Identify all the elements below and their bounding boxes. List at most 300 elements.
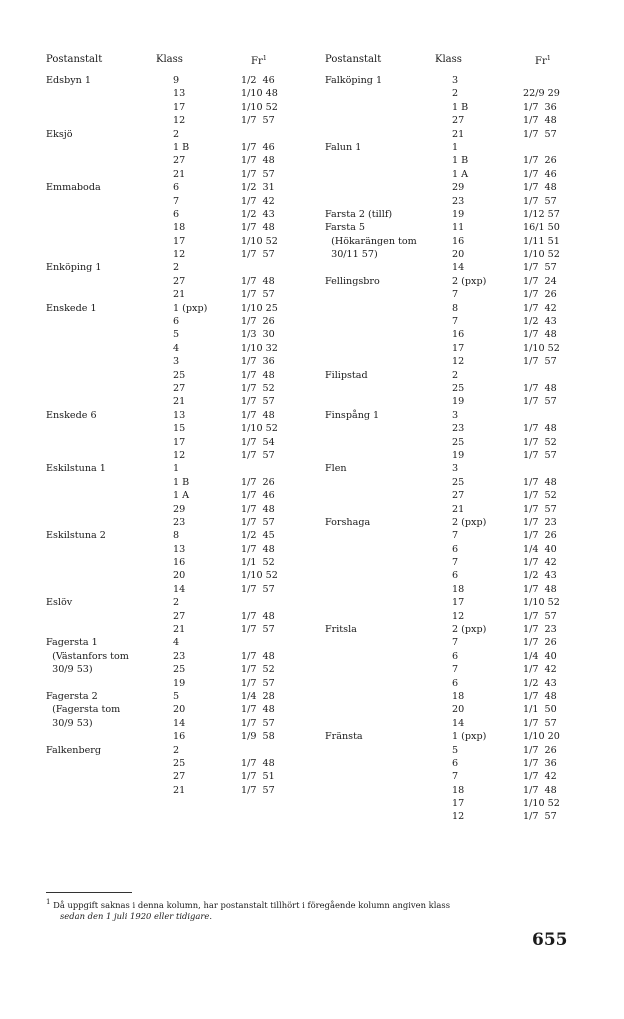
header-fr-footnote-marker: 1 (262, 54, 267, 62)
right-column-header (325, 52, 590, 74)
klass-cell: 14 (173, 717, 186, 729)
klass-cell: 15 (173, 423, 186, 435)
table-row (46, 610, 311, 623)
fr-cell: 22/9 29 (523, 88, 560, 100)
fr-cell: 1/7 42 (241, 195, 275, 207)
table-row (325, 636, 590, 649)
table-row (46, 275, 311, 288)
footnote-line-1 (46, 897, 576, 911)
klass-cell: 18 (452, 784, 465, 796)
klass-cell: 3 (452, 409, 459, 421)
table-row (325, 221, 590, 234)
fr-cell: 1/7 46 (523, 168, 557, 180)
table-row (46, 74, 311, 87)
klass-cell: 17 (452, 798, 465, 810)
table-row (46, 503, 311, 516)
table-row (46, 221, 311, 234)
table-row (325, 569, 590, 582)
table-row (325, 154, 590, 167)
fr-cell: 1/7 23 (523, 624, 557, 636)
fr-cell: 1/7 52 (241, 664, 275, 676)
fr-cell: 1/7 57 (523, 262, 557, 274)
right-table-body (325, 74, 590, 824)
table-row (46, 395, 311, 408)
table-row (325, 596, 590, 609)
klass-cell: 18 (452, 583, 465, 595)
table-row (325, 757, 590, 770)
klass-cell: 13 (173, 543, 186, 555)
table-row (325, 744, 590, 757)
table-row (46, 328, 311, 341)
fr-cell: 1/2 46 (241, 75, 275, 86)
fr-cell: 1/10 32 (241, 342, 278, 354)
klass-cell: 27 (173, 771, 186, 783)
klass-cell: 4 (173, 637, 180, 649)
klass-cell: 21 (173, 396, 186, 408)
fr-cell: 1/2 43 (523, 316, 557, 328)
klass-cell: 2 (pxp) (452, 624, 487, 636)
klass-cell: 1 (452, 141, 459, 153)
fr-cell: 1/7 57 (523, 503, 557, 515)
klass-cell: 25 (452, 382, 465, 394)
klass-cell: 7 (452, 637, 459, 649)
fr-cell: 1/10 52 (241, 570, 278, 582)
table-row (325, 797, 590, 810)
klass-cell: 19 (452, 396, 465, 408)
klass-cell: 16 (452, 329, 465, 341)
fr-cell: 1/7 48 (523, 329, 557, 341)
klass-cell: 25 (452, 436, 465, 448)
klass-cell: 7 (452, 316, 459, 328)
fr-cell: 1/7 36 (523, 757, 557, 769)
fr-cell: 1/7 48 (241, 409, 275, 421)
postanstalt-cell: Falkenberg (46, 744, 102, 756)
table-row (46, 556, 311, 569)
table-row (325, 422, 590, 435)
table-row (325, 663, 590, 676)
fr-cell: 1/7 57 (241, 516, 275, 528)
klass-cell: 13 (173, 409, 186, 421)
klass-cell: 17 (173, 235, 186, 247)
klass-cell: 7 (452, 664, 459, 676)
table-row (46, 355, 311, 368)
table-row (46, 87, 311, 100)
fr-cell: 1/7 48 (523, 423, 557, 435)
klass-cell: 12 (173, 249, 186, 261)
klass-cell: 17 (173, 436, 186, 448)
klass-cell: 17 (452, 597, 465, 609)
fr-cell: 1/7 42 (523, 302, 557, 314)
klass-cell: 27 (452, 115, 465, 127)
postanstalt-cell: (Västanfors tom (46, 650, 129, 662)
postanstalt-cell: Flen (325, 463, 347, 475)
klass-cell: 23 (452, 423, 465, 435)
klass-cell: 2 (pxp) (452, 275, 487, 287)
table-row (46, 369, 311, 382)
fr-cell: 1/7 48 (523, 115, 557, 127)
klass-cell: 1 A (452, 168, 469, 180)
left-table-body (46, 74, 311, 797)
klass-cell: 12 (173, 449, 186, 461)
table-row (46, 409, 311, 422)
left-column-header (46, 52, 311, 74)
fr-cell: 1/7 52 (241, 382, 275, 394)
klass-cell: 1 A (173, 490, 190, 502)
table-row (46, 141, 311, 154)
fr-cell: 1/10 52 (523, 342, 560, 354)
klass-cell: 8 (452, 302, 459, 314)
table-row (46, 302, 311, 315)
postanstalt-cell: Finspång 1 (325, 409, 380, 421)
fr-cell: 1/7 48 (241, 650, 275, 662)
table-row (46, 516, 311, 529)
table-row (46, 757, 311, 770)
klass-cell: 16 (173, 557, 186, 569)
fr-cell: 1/7 57 (241, 784, 275, 796)
fr-cell: 1/7 48 (241, 503, 275, 515)
klass-cell: 2 (173, 744, 180, 756)
table-row (325, 770, 590, 783)
fr-cell: 1/7 26 (523, 744, 557, 756)
klass-cell: 23 (173, 650, 186, 662)
klass-cell: 1 B (173, 141, 190, 153)
klass-cell: 17 (452, 342, 465, 354)
fr-cell: 1/7 57 (241, 677, 275, 689)
fr-cell: 1/7 23 (523, 516, 557, 528)
klass-cell: 7 (452, 289, 459, 301)
klass-cell: 6 (452, 677, 459, 689)
fr-cell: 1/7 24 (523, 275, 557, 287)
klass-cell: 27 (452, 490, 465, 502)
table-row (46, 114, 311, 127)
table-row (46, 770, 311, 783)
postanstalt-cell: Enskede 6 (46, 409, 97, 421)
fr-cell: 1/10 52 (523, 249, 560, 261)
table-row (325, 382, 590, 395)
fr-cell: 1/7 57 (241, 396, 275, 408)
klass-cell: 27 (173, 382, 186, 394)
klass-cell: 3 (452, 75, 459, 86)
klass-cell: 19 (452, 449, 465, 461)
klass-cell: 5 (452, 744, 459, 756)
table-row (46, 248, 311, 261)
table-row (325, 409, 590, 422)
table-row (46, 543, 311, 556)
table-row (46, 677, 311, 690)
fr-cell: 1/7 52 (523, 490, 557, 502)
klass-cell: 21 (173, 624, 186, 636)
table-row (325, 529, 590, 542)
table-row (325, 810, 590, 823)
klass-cell: 1 B (452, 101, 469, 113)
klass-cell: 27 (173, 275, 186, 287)
table-row (325, 288, 590, 301)
fr-cell: 1/7 48 (523, 382, 557, 394)
klass-cell: 17 (173, 101, 186, 113)
klass-cell: 11 (452, 222, 465, 234)
postanstalt-cell: (Hökarängen tom (325, 235, 417, 247)
klass-cell: 2 (452, 88, 459, 100)
postanstalt-cell: Enskede 1 (46, 302, 97, 314)
table-row (325, 503, 590, 516)
postanstalt-cell: (Fagersta tom (46, 704, 121, 716)
postanstalt-cell: 30/9 53) (46, 717, 93, 729)
fr-cell: 1/7 48 (523, 476, 557, 488)
fr-cell: 1/1 52 (241, 557, 275, 569)
klass-cell: 25 (452, 476, 465, 488)
footnote-line-2: sedan den 1 juli 1920 eller tidigare. (60, 910, 213, 921)
fr-cell: 1/7 26 (523, 530, 557, 542)
table-row (325, 556, 590, 569)
klass-cell: 16 (173, 731, 186, 743)
fr-cell: 1/7 46 (241, 490, 275, 502)
klass-cell: 1 (pxp) (173, 302, 208, 314)
table-row (325, 261, 590, 274)
fr-cell: 1/4 40 (523, 650, 557, 662)
table-row (46, 101, 311, 114)
postanstalt-cell: Eskilstuna 2 (46, 530, 106, 542)
header-fr-text: Fr (251, 56, 263, 67)
fr-cell: 1/2 43 (523, 570, 557, 582)
table-row (46, 422, 311, 435)
table-row (46, 128, 311, 141)
fr-cell: 1/7 46 (241, 141, 275, 153)
fr-cell: 1/2 45 (241, 530, 275, 542)
table-row (325, 717, 590, 730)
fr-cell: 1/7 57 (523, 610, 557, 622)
fr-cell: 1/4 40 (523, 543, 557, 555)
fr-cell: 1/7 36 (523, 101, 557, 113)
fr-cell: 1/7 57 (241, 168, 275, 180)
postanstalt-cell: Farsta 2 (tillf) (325, 208, 393, 220)
table-row (325, 543, 590, 556)
table-row (325, 355, 590, 368)
fr-cell: 1/3 30 (241, 329, 275, 341)
table-row (325, 168, 590, 181)
postanstalt-cell: Fagersta 1 (46, 637, 98, 649)
klass-cell: 27 (173, 155, 186, 167)
postanstalt-cell: Farsta 5 (325, 222, 365, 234)
header-klass: Klass (156, 54, 183, 65)
fr-cell: 1/7 48 (241, 757, 275, 769)
header-fr (251, 54, 267, 67)
table-row (325, 128, 590, 141)
table-row (325, 395, 590, 408)
table-row (325, 302, 590, 315)
table-row (46, 784, 311, 797)
table-row (325, 74, 590, 87)
klass-cell: 18 (173, 222, 186, 234)
postanstalt-cell: Forshaga (325, 516, 371, 528)
table-row (46, 181, 311, 194)
klass-cell: 14 (452, 262, 465, 274)
table-row (325, 195, 590, 208)
fr-cell: 16/1 50 (523, 222, 560, 234)
table-row (325, 328, 590, 341)
page-number: 655 (532, 930, 568, 950)
fr-cell: 1/7 57 (241, 624, 275, 636)
table-row (46, 663, 311, 676)
table-row (325, 462, 590, 475)
table-row (46, 690, 311, 703)
klass-cell: 6 (452, 543, 459, 555)
table-row (325, 114, 590, 127)
fr-cell: 1/7 52 (523, 436, 557, 448)
fr-cell: 1/7 48 (241, 543, 275, 555)
table-row (46, 235, 311, 248)
postanstalt-cell: Fränsta (325, 731, 363, 743)
table-row (325, 583, 590, 596)
klass-cell: 23 (452, 195, 465, 207)
table-row (46, 569, 311, 582)
postanstalt-cell: Emmaboda (46, 182, 101, 194)
fr-cell: 1/7 26 (523, 637, 557, 649)
klass-cell: 12 (452, 356, 465, 368)
klass-cell: 9 (173, 75, 180, 86)
klass-cell: 25 (173, 369, 186, 381)
klass-cell: 29 (452, 182, 465, 194)
fr-cell: 1/7 57 (523, 128, 557, 140)
table-row (325, 87, 590, 100)
fr-cell: 1/7 57 (241, 717, 275, 729)
footnote (46, 897, 576, 922)
postanstalt-cell: Eksjö (46, 128, 73, 140)
klass-cell: 14 (452, 717, 465, 729)
table-row (325, 248, 590, 261)
table-row (325, 101, 590, 114)
header-fr-footnote-marker: 1 (546, 54, 551, 62)
klass-cell: 20 (173, 570, 186, 582)
postanstalt-cell: Edsbyn 1 (46, 75, 91, 86)
klass-cell: 6 (173, 182, 180, 194)
table-row (46, 208, 311, 221)
klass-cell: 3 (173, 356, 180, 368)
table-row (46, 449, 311, 462)
fr-cell: 1/10 52 (241, 235, 278, 247)
fr-cell: 1/7 26 (241, 476, 275, 488)
klass-cell: 12 (452, 610, 465, 622)
table-row (46, 476, 311, 489)
footnote-text-1: Då uppgift saknas i denna kolumn, har postanstalt tillhört i föregående kolumn angiven klass (53, 899, 451, 910)
klass-cell: 2 (173, 597, 180, 609)
fr-cell: 1/7 48 (241, 369, 275, 381)
klass-cell: 3 (452, 463, 459, 475)
klass-cell: 21 (173, 168, 186, 180)
fr-cell: 1/7 48 (241, 610, 275, 622)
table-row (46, 636, 311, 649)
fr-cell: 1/11 51 (523, 235, 560, 247)
fr-cell: 1/7 42 (523, 771, 557, 783)
header-postanstalt: Postanstalt (46, 54, 103, 65)
klass-cell: 1 (pxp) (452, 731, 487, 743)
left-column (46, 52, 311, 797)
klass-cell: 7 (452, 530, 459, 542)
klass-cell: 19 (452, 208, 465, 220)
fr-cell: 1/7 26 (523, 289, 557, 301)
table-row (46, 168, 311, 181)
postanstalt-cell: Falun 1 (325, 141, 362, 153)
postanstalt-cell: Falköping 1 (325, 75, 383, 86)
fr-cell: 1/7 57 (241, 249, 275, 261)
postanstalt-cell: Fritsla (325, 624, 357, 636)
fr-cell: 1/7 26 (241, 316, 275, 328)
table-row (325, 730, 590, 743)
fr-cell: 1/7 57 (523, 195, 557, 207)
klass-cell: 20 (452, 704, 465, 716)
table-row (46, 489, 311, 502)
klass-cell: 6 (452, 570, 459, 582)
klass-cell: 29 (173, 503, 186, 515)
fr-cell: 1/12 57 (523, 208, 560, 220)
klass-cell: 2 (173, 262, 180, 274)
klass-cell: 25 (173, 757, 186, 769)
right-column (325, 52, 590, 824)
header-postanstalt: Postanstalt (325, 54, 382, 65)
fr-cell: 1/7 48 (241, 155, 275, 167)
fr-cell: 1/7 42 (523, 664, 557, 676)
table-row (325, 677, 590, 690)
klass-cell: 1 B (452, 155, 469, 167)
fr-cell: 1/7 48 (523, 690, 557, 702)
table-row (325, 476, 590, 489)
fr-cell: 1/2 43 (523, 677, 557, 689)
table-row (325, 623, 590, 636)
footnote-divider (46, 892, 132, 893)
fr-cell: 1/10 52 (523, 597, 560, 609)
table-row (46, 315, 311, 328)
klass-cell: 20 (173, 704, 186, 716)
klass-cell: 6 (173, 316, 180, 328)
table-row (46, 382, 311, 395)
table-row (325, 650, 590, 663)
postanstalt-cell: Enköping 1 (46, 262, 102, 274)
table-row (46, 462, 311, 475)
fr-cell: 1/7 57 (523, 717, 557, 729)
postanstalt-cell: Eskilstuna 1 (46, 463, 106, 475)
klass-cell: 6 (173, 208, 180, 220)
klass-cell: 1 (173, 463, 180, 475)
klass-cell: 2 (pxp) (452, 516, 487, 528)
fr-cell: 1/10 52 (523, 798, 560, 810)
klass-cell: 16 (452, 235, 465, 247)
fr-cell: 1/2 43 (241, 208, 275, 220)
fr-cell: 1/7 57 (523, 396, 557, 408)
table-row (325, 208, 590, 221)
fr-cell: 1/4 28 (241, 690, 275, 702)
klass-cell: 25 (173, 664, 186, 676)
table-row (46, 529, 311, 542)
postanstalt-cell: Filipstad (325, 369, 368, 381)
table-row (46, 342, 311, 355)
header-klass: Klass (435, 54, 462, 65)
fr-cell: 1/10 52 (241, 423, 278, 435)
table-row (46, 730, 311, 743)
klass-cell: 7 (452, 771, 459, 783)
klass-cell: 12 (452, 811, 465, 823)
footnote-marker: 1 (46, 898, 51, 906)
table-row (325, 516, 590, 529)
fr-cell: 1/7 26 (523, 155, 557, 167)
postanstalt-cell: 30/11 57) (325, 249, 378, 261)
table-row (46, 261, 311, 274)
fr-cell: 1/7 36 (241, 356, 275, 368)
fr-cell: 1/10 52 (241, 101, 278, 113)
table-row (325, 369, 590, 382)
klass-cell: 2 (452, 369, 459, 381)
klass-cell: 2 (173, 128, 180, 140)
fr-cell: 1/1 50 (523, 704, 557, 716)
klass-cell: 21 (173, 784, 186, 796)
